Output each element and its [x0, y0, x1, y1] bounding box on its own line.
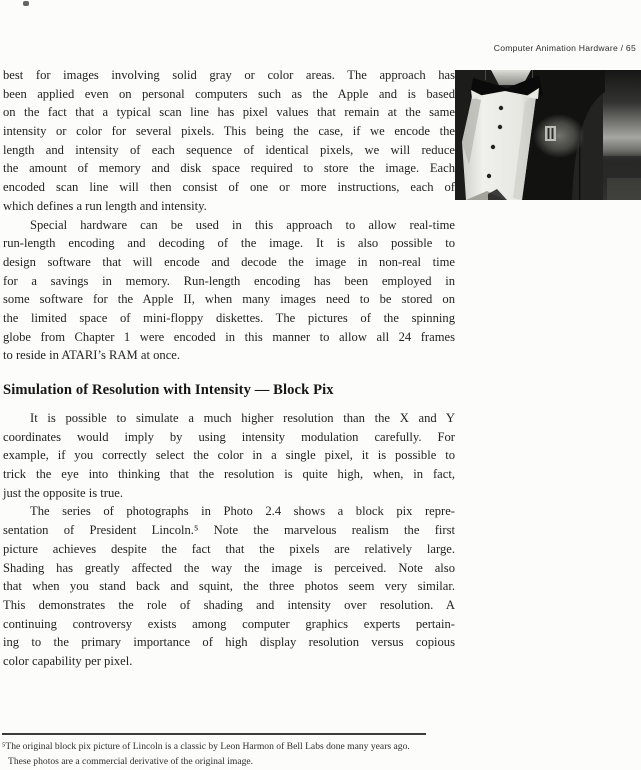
- footnote: [2, 733, 447, 769]
- paragraph: [3, 66, 455, 216]
- footnote-rule: [2, 733, 426, 735]
- text-line: picture achieves despite the fact that the pixels are relatively large.: [3, 541, 455, 556]
- text-line: intensity or color for several pixels. This being the case, if we encode the: [3, 124, 455, 139]
- text-line: globe from Chapter 1 were encoded in this manner to allow all 24 frames: [3, 329, 455, 344]
- text-line: run-length encoding and decoding of the image. It is also possible to: [3, 236, 455, 251]
- scan-artifact: [23, 1, 29, 6]
- text-line: length and intensity of each sequence of identical pixels, we will reduce: [3, 142, 455, 157]
- text-line: The series of photographs in Photo 2.4 shows a block pix repre-: [30, 504, 455, 519]
- text-line: that when you stand back and squint, the three photos seem very similar.: [3, 579, 455, 594]
- lens-object: [533, 114, 585, 158]
- shirt-stud: [498, 125, 502, 129]
- text-line: trick the eye into thinking that the resolution is quite high, when, in fact,: [3, 467, 455, 482]
- paragraph: [3, 502, 455, 670]
- section-heading: Simulation of Resolution with Intensity — Block Pix: [3, 382, 334, 398]
- footnote-lines: [2, 740, 447, 769]
- shirt-stud: [499, 106, 503, 110]
- text-line: example, if you correctly select the color in a single pixel, it is possible to: [3, 448, 455, 463]
- tuxedo-photo: [455, 70, 641, 200]
- text-line: on the fact that a typical scan line has pixel values that remain at the same: [3, 105, 455, 120]
- text-line: Special hardware can be used in this approach to allow real-time: [30, 217, 455, 232]
- text-line: the limited space of mini-floppy diskettes. The pictures of the spinning: [3, 310, 455, 325]
- running-header: Computer Animation Hardware / 65: [493, 43, 636, 53]
- text-column: [3, 66, 455, 671]
- text-line: sentation of President Lincoln.⁵ Note the marvelous realism the first: [3, 523, 455, 538]
- text-line: design software that will encode and decode the image in non-real time: [3, 254, 455, 269]
- text-line: the amount of memory and disk space required to store the image. Each: [3, 161, 455, 176]
- text-line: to reside in ATARI’s RAM at once.: [3, 348, 181, 363]
- paragraph: [3, 216, 455, 366]
- text-line: color capability per pixel.: [3, 653, 133, 668]
- footnote-line: ⁵The original block pix picture of Lincoln is a classic by Leon Harmon of Bell Labs done many years ago.: [2, 741, 410, 752]
- text-line: coordinates would imply by using intensity modulation carefully. For: [3, 429, 455, 444]
- footnote-line: These photos are a commercial derivative of the original image.: [8, 755, 254, 767]
- text-line: ing to the primary importance of high display resolution versus copious: [3, 635, 455, 650]
- text-line: This demonstrates the role of shading and intensity over resolution. A: [3, 597, 455, 612]
- text-line: continuing controversy exists among computer graphics experts pertain-: [3, 616, 455, 631]
- text-line: for a savings in memory. Run-length encoding has been employed in: [3, 273, 455, 288]
- text-line: which defines a run length and intensity.: [3, 198, 207, 213]
- text-line: It is possible to simulate a much higher resolution than the X and Y: [30, 411, 455, 425]
- text-line: some software for the Apple II, when many images need to be stored on: [3, 292, 455, 307]
- paragraph: [3, 409, 455, 502]
- shirt-stud: [491, 145, 495, 149]
- text-line: best for images involving solid gray or color areas. The approach has: [3, 68, 455, 82]
- text-line: encoded scan line will then consist of one or more instructions, each of: [3, 180, 455, 195]
- shirt-stud: [487, 174, 491, 178]
- text-line: Shading has greatly affected the way the image is perceived. Note also: [3, 560, 455, 575]
- text-line: been applied even on personal computers such as the Apple and is based: [3, 86, 455, 101]
- tuxedo-photo-svg: [455, 70, 641, 200]
- text-line: just the opposite is true.: [3, 485, 123, 500]
